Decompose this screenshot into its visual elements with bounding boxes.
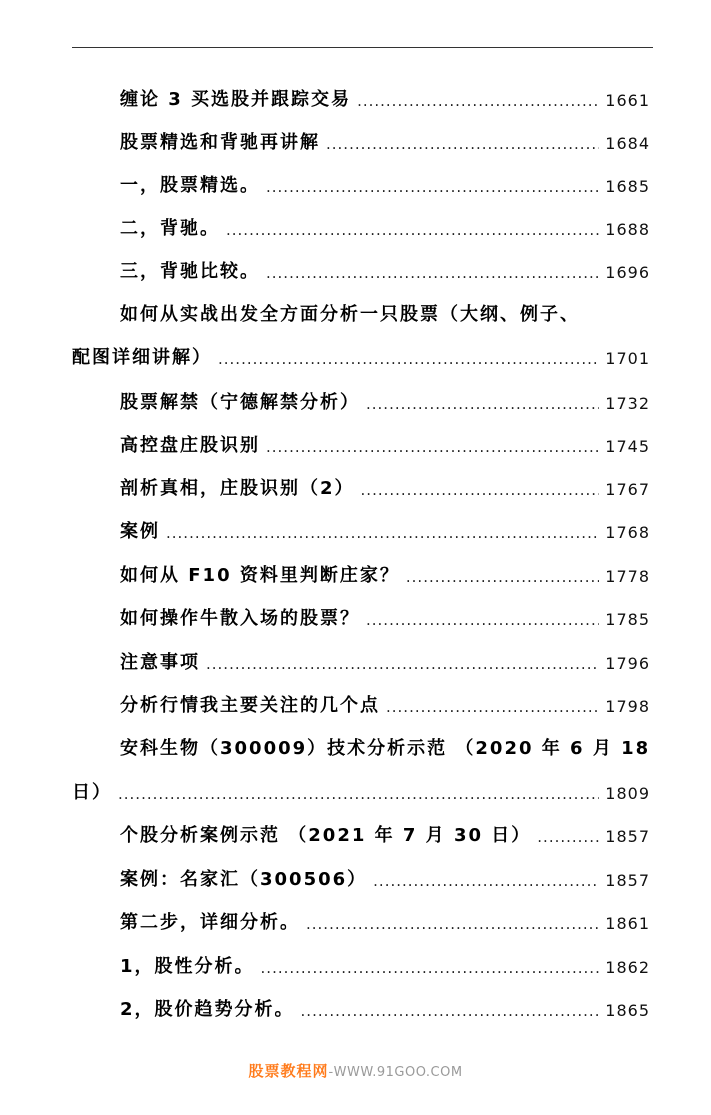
toc-entry-title-cont: 日）: [72, 782, 112, 803]
toc-entry-page: 1767: [605, 480, 650, 499]
toc-entry-page: 1688: [605, 220, 650, 239]
toc-entry-title: 如何从实战出发全方面分析一只股票（大纲、例子、: [120, 304, 580, 325]
toc-entry[interactable]: [120, 385, 650, 415]
toc-entry-line1[interactable]: [120, 731, 650, 761]
toc-entry-title: 二，背驰。: [120, 218, 220, 239]
toc-entry-title: 注意事项: [120, 652, 200, 673]
toc-entry-line2[interactable]: [72, 340, 650, 370]
header-rule: [72, 47, 653, 48]
toc-entry[interactable]: [120, 82, 650, 112]
toc-entry-page: 1865: [605, 1001, 650, 1020]
footer-site: -WWW.91GOO.COM: [328, 1065, 463, 1080]
toc-entry-title: 案例：名家汇（300506）: [120, 869, 368, 890]
toc-entry-page: 1684: [605, 134, 650, 153]
toc-entry[interactable]: [120, 471, 650, 501]
toc-entry-title: 缠论 3 买选股并跟踪交易: [120, 89, 352, 110]
dot-leader: [366, 609, 599, 631]
toc-entry-title: 股票解禁（宁德解禁分析）: [120, 392, 360, 413]
dot-leader: [386, 696, 599, 718]
toc-entry[interactable]: [120, 949, 650, 979]
toc-entry-page: 1696: [605, 263, 650, 282]
dot-leader: [373, 870, 599, 892]
toc-entry-title: 三，背驰比较。: [120, 261, 260, 282]
toc-entry-page: 1661: [605, 91, 650, 110]
toc-entry-page: 1857: [605, 827, 650, 846]
toc-entry-title: 如何从 F10 资料里判断庄家？: [120, 565, 400, 586]
toc-entry-title: 分析行情我主要关注的几个点: [120, 695, 380, 716]
dot-leader: [218, 348, 599, 370]
toc-entry-title: 股票精选和背驰再讲解: [120, 132, 320, 153]
toc-entry-title: 案例: [120, 521, 160, 542]
toc-entry-page: 1685: [605, 177, 650, 196]
dot-leader: [326, 133, 599, 155]
dot-leader: [226, 219, 599, 241]
toc-entry-title: 1，股性分析。: [120, 956, 255, 977]
toc-entry[interactable]: [120, 211, 650, 241]
toc-entry-title-cont: 配图详细讲解）: [72, 347, 212, 368]
dot-leader: [301, 1000, 600, 1022]
toc-entry[interactable]: [120, 125, 650, 155]
dot-leader: [361, 479, 600, 501]
toc-entry[interactable]: [120, 862, 650, 892]
toc-entry-line1[interactable]: [120, 297, 650, 327]
toc-entry-page: 1785: [605, 610, 650, 629]
toc-entry-title: 高控盘庄股识别: [120, 435, 260, 456]
toc-entry[interactable]: [120, 254, 650, 284]
toc-entry-page: 1809: [605, 784, 650, 803]
toc-entry-page: 1796: [605, 654, 650, 673]
dot-leader: [266, 262, 599, 284]
dot-leader: [261, 957, 600, 979]
toc-entry-title: 如何操作牛散入场的股票？: [120, 608, 360, 629]
toc-entry[interactable]: [120, 818, 650, 848]
toc-entry-page: 1861: [605, 914, 650, 933]
toc-entry-line2[interactable]: [72, 775, 650, 805]
toc-entry-page: 1798: [605, 697, 650, 716]
dot-leader: [306, 913, 599, 935]
dot-leader: [266, 436, 599, 458]
dot-leader: [206, 653, 599, 675]
dot-leader: [357, 90, 599, 112]
toc-entry-title: 一，股票精选。: [120, 175, 260, 196]
toc-entry[interactable]: [120, 645, 650, 675]
footer-brand: 股票教程网: [248, 1062, 329, 1080]
toc-entry-page: 1732: [605, 394, 650, 413]
toc-entry-page: 1862: [605, 958, 650, 977]
dot-leader: [266, 176, 599, 198]
toc-entry[interactable]: [120, 428, 650, 458]
footer-watermark: [0, 1060, 711, 1081]
dot-leader: [366, 393, 599, 415]
toc-entry[interactable]: [120, 168, 650, 198]
toc-entry-title: 2，股价趋势分析。: [120, 999, 295, 1020]
toc-entry-page: 1778: [605, 567, 650, 586]
toc-entry-title: 安科生物（300009）技术分析示范 （2020 年 6 月 18: [120, 738, 651, 759]
toc-entry-page: 1768: [605, 523, 650, 542]
toc-entry-title: 剖析真相，庄股识别（2）: [120, 478, 355, 499]
toc-entry-page: 1857: [605, 871, 650, 890]
toc-entry[interactable]: [120, 688, 650, 718]
toc-entry[interactable]: [120, 558, 650, 588]
toc-entry[interactable]: [120, 601, 650, 631]
dot-leader: [537, 826, 599, 848]
toc-entry[interactable]: [120, 992, 650, 1022]
toc-entry-page: 1745: [605, 437, 650, 456]
toc-entry-page: 1701: [605, 349, 650, 368]
dot-leader: [166, 522, 599, 544]
dot-leader: [406, 566, 599, 588]
toc-entry[interactable]: [120, 905, 650, 935]
toc-entry[interactable]: [120, 514, 650, 544]
toc-entry-title: 个股分析案例示范 （2021 年 7 月 30 日）: [120, 825, 532, 846]
dot-leader: [118, 783, 599, 805]
toc-entry-title: 第二步，详细分析。: [120, 912, 300, 933]
